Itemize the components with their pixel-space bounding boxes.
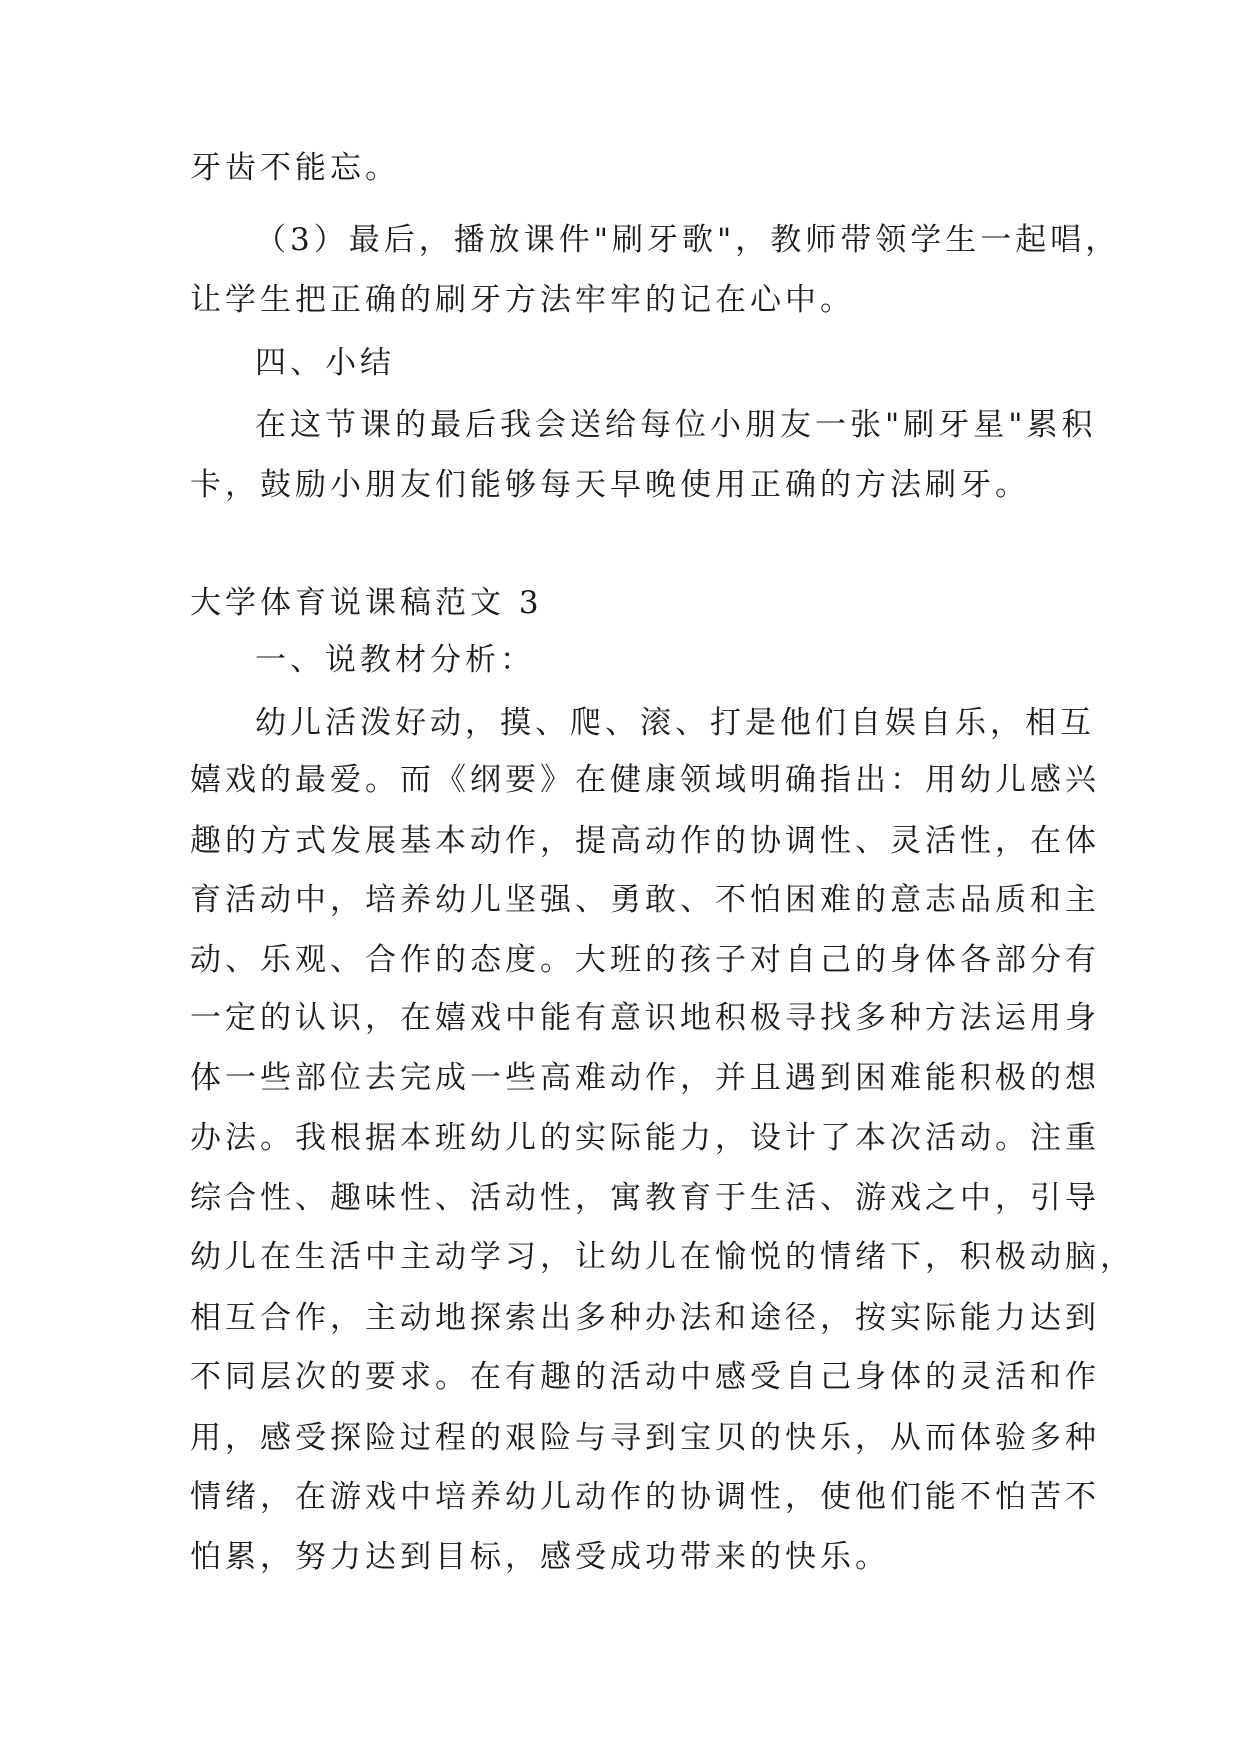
text-line: 办法。我根据本班幼儿的实际能力，设计了本次活动。注重 — [190, 1120, 1100, 1156]
text-line: 在这节课的最后我会送给每位小朋友一张"刷牙星"累积 — [255, 407, 1097, 443]
text-line: 体一些部位去完成一些高难动作，并且遇到困难能积极的想 — [190, 1060, 1100, 1096]
text-line: 育活动中，培养幼儿坚强、勇敢、不怕困难的意志品质和主 — [190, 882, 1100, 918]
text-line: 相互合作，主动地探索出多种办法和途径，按实际能力达到 — [190, 1300, 1100, 1336]
text-line: 让学生把正确的刷牙方法牢牢的记在心中。 — [190, 282, 855, 318]
text-line: （3）最后，播放课件"刷牙歌"，教师带领学生一起唱， — [255, 222, 1121, 258]
section-heading: 四、小结 — [255, 345, 395, 381]
text-line: 不同层次的要求。在有趣的活动中感受自己身体的灵活和作 — [190, 1359, 1100, 1395]
section-heading: 一、说教材分析： — [255, 642, 535, 678]
text-line: 一定的认识，在嬉戏中能有意识地积极寻找多种方法运用身 — [190, 1000, 1100, 1036]
text-line: 用，感受探险过程的艰险与寻到宝贝的快乐，从而体验多种 — [190, 1420, 1100, 1456]
text-line: 幼儿活泼好动，摸、爬、滚、打是他们自娱自乐，相互 — [255, 705, 1095, 741]
article-title: 大学体育说课稿范文 3 — [190, 585, 543, 621]
text-line: 怕累，努力达到目标，感受成功带来的快乐。 — [190, 1539, 890, 1575]
text-line: 牙齿不能忘。 — [190, 150, 400, 186]
text-line: 动、乐观、合作的态度。大班的孩子对自己的身体各部分有 — [190, 942, 1100, 978]
text-line: 嬉戏的最爱。而《纲要》在健康领域明确指出：用幼儿感兴 — [190, 762, 1100, 798]
text-line: 幼儿在生活中主动学习，让幼儿在愉悦的情绪下，积极动脑， — [190, 1239, 1135, 1275]
text-line: 综合性、趣味性、活动性，寓教育于生活、游戏之中，引导 — [190, 1180, 1100, 1216]
text-line: 趣的方式发展基本动作，提高动作的协调性、灵活性，在体 — [190, 823, 1100, 859]
text-line: 情绪，在游戏中培养幼儿动作的协调性，使他们能不怕苦不 — [190, 1479, 1100, 1515]
text-line: 卡，鼓励小朋友们能够每天早晚使用正确的方法刷牙。 — [190, 467, 1030, 503]
